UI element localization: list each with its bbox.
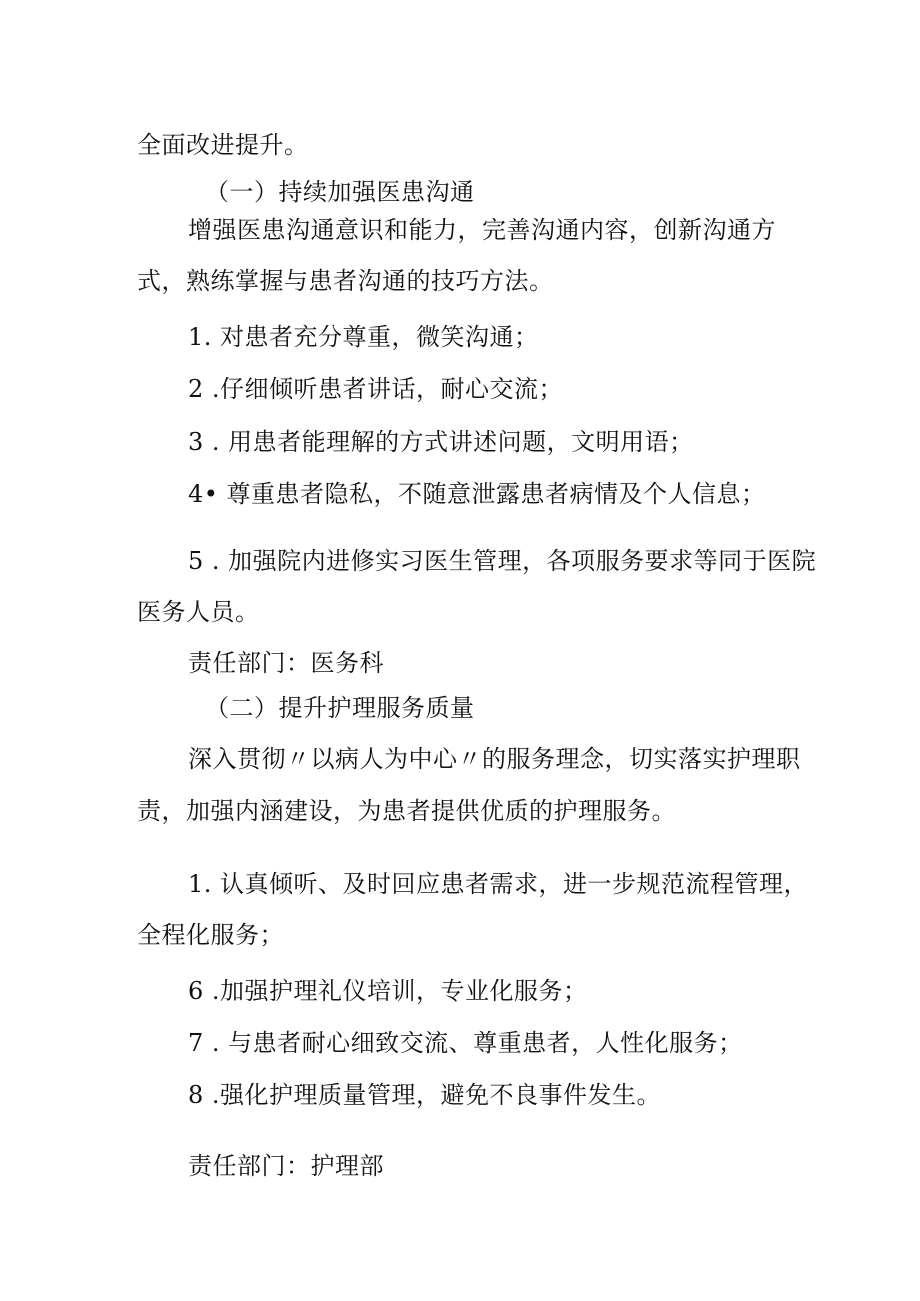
list-item: 3 . 用患者能理解的方式讲述问题，文明用语； xyxy=(188,428,694,456)
list-item: 2 .仔细倾听患者讲话，耐心交流； xyxy=(188,375,564,403)
list-item-continuation: 医务人员。 xyxy=(137,598,260,626)
list-item: 7 . 与患者耐心细致交流、尊重患者，人性化服务； xyxy=(188,1029,743,1057)
list-item: 1. 认真倾听、及时回应患者需求，进一步规范流程管理， xyxy=(188,870,809,898)
intro-paragraph-2-line-1: 深入贯彻〃以病人为中心〃的服务理念，切实落实护理职 xyxy=(188,745,801,773)
section-heading-1: （一）持续加强医患沟通 xyxy=(205,178,475,206)
paragraph-continuation: 全面改进提升。 xyxy=(137,131,309,159)
list-item: 5 . 加强院内进修实习医生管理，各项服务要求等同于医院 xyxy=(188,547,817,575)
list-item: 6 .加强护理礼仪培训，专业化服务； xyxy=(188,977,588,1005)
list-item: 8 .强化护理质量管理，避免不良事件发生。 xyxy=(188,1081,662,1109)
intro-paragraph-1-line-1: 增强医患沟通意识和能力，完善沟通内容，创新沟通方 xyxy=(188,216,776,244)
responsible-department-2: 责任部门：护理部 xyxy=(188,1152,384,1180)
section-heading-2: （二）提升护理服务质量 xyxy=(205,694,475,722)
list-item: 1. 对患者充分尊重，微笑沟通； xyxy=(188,323,539,351)
list-item-continuation: 全程化服务； xyxy=(137,921,284,949)
intro-paragraph-2-line-2: 责，加强内涵建设，为患者提供优质的护理服务。 xyxy=(137,797,676,825)
list-item: 4• 尊重患者隐私，不随意泄露患者病情及个人信息； xyxy=(188,480,766,508)
intro-paragraph-1-line-2: 式，熟练掌握与患者沟通的技巧方法。 xyxy=(137,267,554,295)
responsible-department-1: 责任部门：医务科 xyxy=(188,649,384,677)
